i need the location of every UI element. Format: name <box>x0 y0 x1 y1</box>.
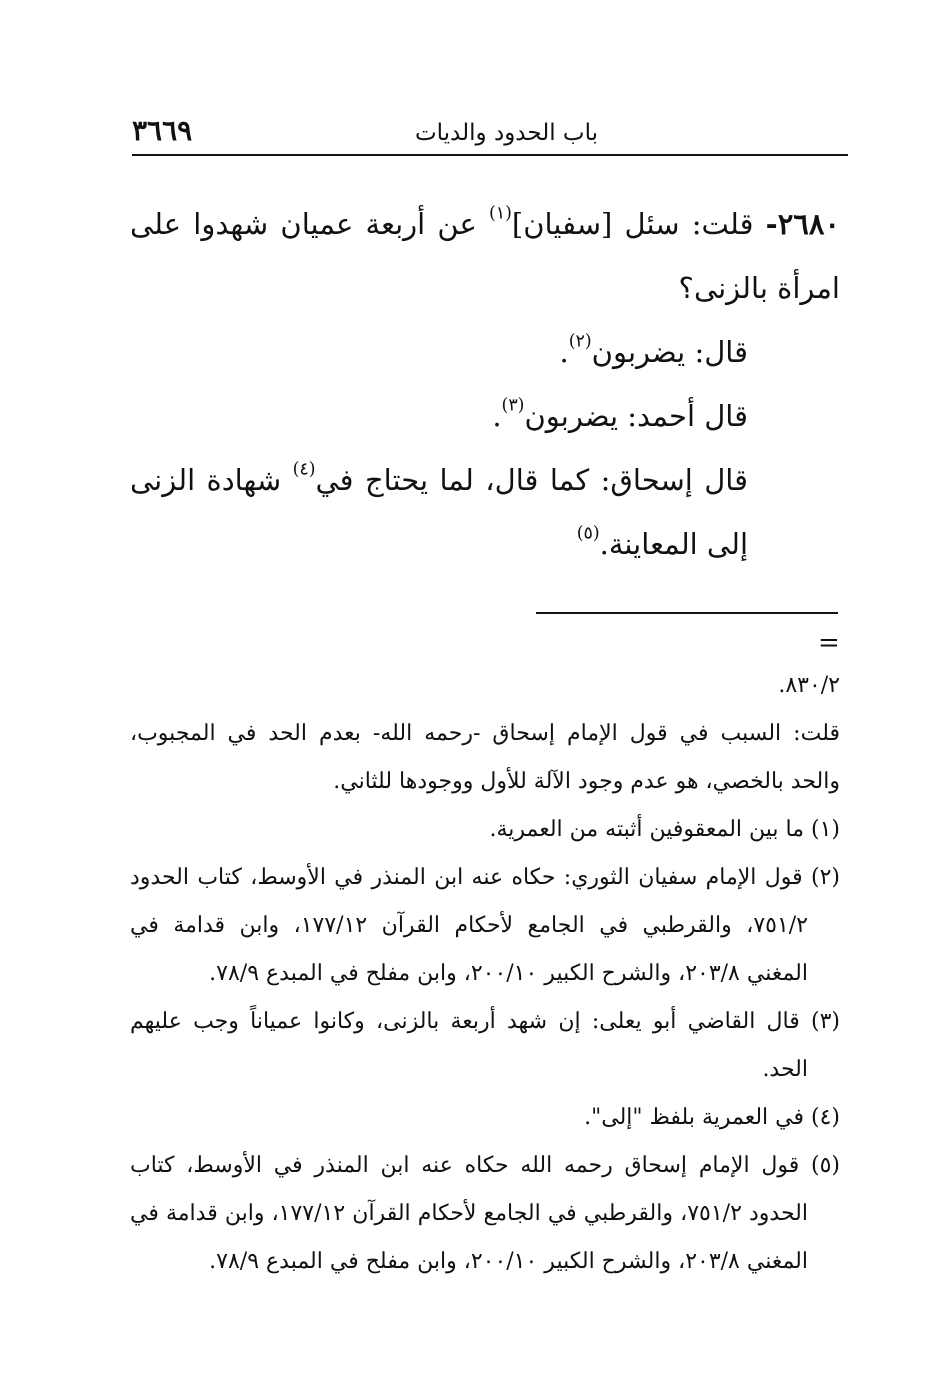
footnote-2: (٢) قول الإمام سفيان الثوري: حكاه عنه ابن المنذر في الأوسط، كتاب الحدود ٧٥١/٢، والقرطبي في الجامع لأحكام القرآن ١٧٧/١٢، وابن قدامة في المغني ٢٠٣/٨، والشرح الكبير ٢٠٠/١٠، وابن مفلح في المبدع ٧٨/٩. <box>130 865 840 986</box>
footnote-4: (٤) في العمرية بلفظ "إلى". <box>584 1105 840 1130</box>
footnote-1: (١) ما بين المعقوفين أثبته من العمرية. <box>489 817 840 842</box>
answer-ishaq-text-2: شهادة الزنى إلى المعاينة. <box>130 463 748 561</box>
carryover-reference: ٨٣٠/٢. <box>778 673 840 698</box>
footnote-5: (٥) قول الإمام إسحاق رحمه الله حكاه عنه ابن المنذر في الأوسط، كتاب الحدود ٧٥١/٢، والقرطبي في الجامع لأحكام القرآن ١٧٧/١٢، وابن قدامة في المغني ٢٠٣/٨، والشرح الكبير ٢٠٠/١٠، وابن مفلح في المبدع ٧٨/٩. <box>130 1153 840 1274</box>
question-paragraph <box>130 192 840 320</box>
answer-sufyan-text: قال: يضربون <box>591 335 748 369</box>
answer-ishaq <box>130 448 840 576</box>
chapter-title: باب الحدود والديات <box>415 120 598 146</box>
answer-ahmad-text: قال أحمد: يضربون <box>524 399 748 433</box>
footnote-ref-4: (٤) <box>292 459 316 480</box>
main-text <box>130 192 840 576</box>
entry-number: ٢٦٨٠- <box>765 207 841 241</box>
answer-ishaq-text-1: قال إسحاق: كما قال، لما يحتاج في <box>315 463 748 497</box>
answer-sufyan <box>130 320 840 384</box>
question-text-1: قلت: سئل [سفيان] <box>511 207 754 241</box>
running-header <box>132 112 848 156</box>
answer-sufyan-end: . <box>559 335 569 369</box>
continuation-mark: = <box>818 628 840 658</box>
footnote-ref-1: (١) <box>488 203 512 224</box>
footnote-separator <box>536 612 838 614</box>
page-number: ٣٦٦٩ <box>132 114 193 147</box>
footnote-ref-5: (٥) <box>576 523 600 544</box>
footnotes <box>130 662 840 1286</box>
answer-ahmad-end: . <box>492 399 502 433</box>
footnote-ref-3: (٣) <box>501 395 525 416</box>
question-text-2: عن أربعة عميان شهدوا على امرأة بالزنى؟ <box>130 207 840 305</box>
answer-ahmad <box>130 384 840 448</box>
footnote-ref-2: (٢) <box>568 331 592 352</box>
footnote-3: (٣) قال القاضي أبو يعلى: إن شهد أربعة بالزنى، وكانوا عمياناً وجب عليهم الحد. <box>130 1009 840 1082</box>
editor-note: قلت: السبب في قول الإمام إسحاق -رحمه الله- بعدم الحد في المجبوب، والحد بالخصي، هو عدم وجود الآلة للأول ووجودها للثاني. <box>130 721 840 794</box>
